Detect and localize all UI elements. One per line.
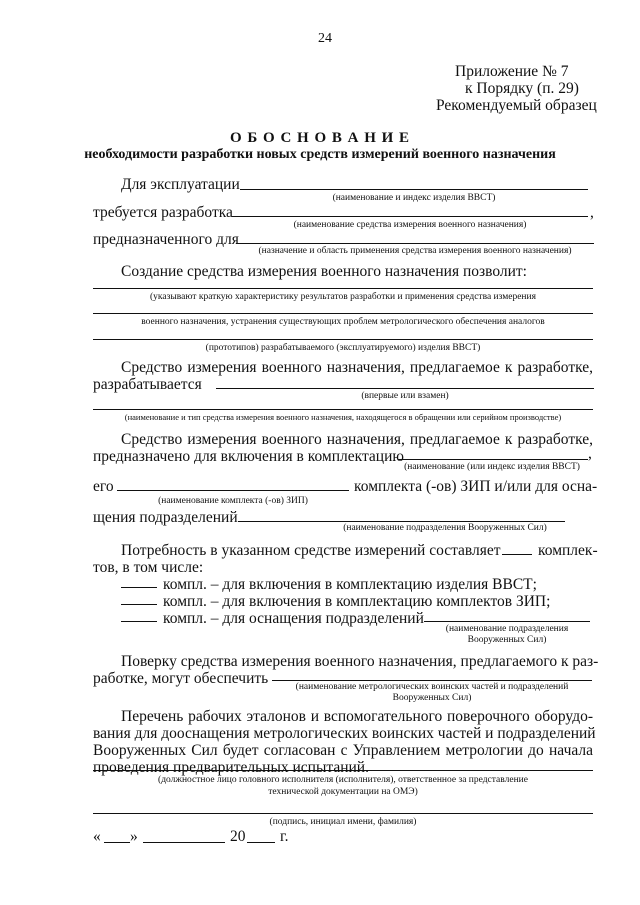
verify-hint-2: Вооруженных Сил) [392, 693, 472, 703]
verify-hint-1: (наименование метрологических воинских частей и подразделений [295, 682, 569, 692]
results-field-2[interactable] [93, 313, 593, 314]
kit-hint: (наименование комплекта (-ов) ЗИП) [158, 496, 308, 506]
intended-text-2: предназначено для включения в комплектацию [93, 448, 404, 465]
date-close-quote: » [130, 828, 138, 845]
signature-field[interactable] [93, 813, 593, 814]
product-index-hint: (наименование (или индекс изделия ВВСТ) [404, 462, 580, 472]
item-3-unit-field[interactable] [424, 621, 590, 622]
list-text-4: проведения предварительных испытаний. [93, 759, 369, 776]
verify-text-1: Поверку средства измерения военного назначения, предлагаемого к раз- [121, 653, 599, 670]
list-text-3: Вооруженных Сил будет согласован с Управлением метрологии до начала [93, 742, 593, 759]
list-text-2: вания для дооснащения метрологических воинских частей и подразделений [93, 725, 596, 742]
product-hint: (наименование и индекс изделия ВВСТ) [332, 193, 496, 203]
item-2-count-field[interactable] [121, 604, 157, 605]
item-3-hint-2: Вооруженных Сил) [467, 635, 547, 645]
comma-mark-2: , [588, 445, 592, 462]
type-field[interactable] [93, 409, 593, 410]
intended-for-label: предназначенного для [93, 231, 239, 248]
purpose-field[interactable] [236, 243, 594, 244]
verify-field[interactable] [272, 680, 592, 681]
creation-text: Создание средства измерения военного назначения позволит: [121, 263, 527, 280]
item-1-text: компл. – для включения в комплектацию изделия ВВСТ; [163, 576, 537, 593]
page-number: 24 [318, 31, 332, 46]
units-hint: (наименование подразделения Вооруженных Сил) [343, 523, 547, 533]
day-field[interactable] [104, 842, 130, 843]
item-3-text: компл. – для оснащения подразделений [163, 610, 424, 627]
need-text-1a: Потребность в указанном средстве измерений составляет [121, 542, 501, 559]
means-field[interactable] [232, 216, 588, 217]
date-open-quote: « [93, 828, 101, 845]
item-1-count-field[interactable] [121, 587, 157, 588]
intended-text-1: Средство измерения военного назначения, предлагаемое к разработке, [121, 431, 593, 448]
item-3-hint-1: (наименование подразделения [445, 624, 569, 634]
appendix-number: Приложение № 7 [455, 63, 569, 80]
item-3-count-field[interactable] [121, 621, 157, 622]
comma-mark: , [590, 204, 594, 221]
proposed-text-1: Средство измерения военного назначения, предлагаемое к разработке, [121, 359, 593, 376]
official-hint-1: (должностное лицо головного исполнителя (исполнителя), ответственное за представление [158, 775, 528, 785]
kit-field[interactable] [117, 490, 349, 491]
results-field-3[interactable] [93, 339, 593, 340]
first-or-replace-field[interactable] [216, 388, 594, 389]
year-suffix: г. [280, 828, 289, 845]
item-2-text: компл. – для включения в комплектацию комплектов ЗИП; [163, 593, 551, 610]
signature-hint: (подпись, инициал имени, фамилия) [269, 817, 417, 827]
document-title: О Б О С Н О В А Н И Е [229, 130, 411, 146]
document-subtitle: необходимости разработки новых средств измерений военного назначения [84, 147, 556, 162]
required-dev-label: требуется разработка [93, 204, 233, 221]
proposed-text-2: разрабатывается [93, 376, 202, 393]
official-field[interactable] [93, 770, 593, 771]
year-prefix: 20 [230, 828, 246, 845]
kit-text: комплекта (-ов) ЗИП и/или для осна- [354, 478, 598, 495]
purpose-hint: (назначение и область применения средства измерения военного назначения) [258, 246, 572, 256]
need-text-2: тов, в том числе: [93, 559, 204, 576]
need-count-field[interactable] [502, 554, 532, 555]
list-text-1: Перечень рабочих эталонов и вспомогательного поверочного оборудо- [121, 708, 593, 725]
product-field[interactable] [240, 189, 588, 190]
results-field-1[interactable] [93, 288, 593, 289]
its-label: его [93, 478, 114, 495]
means-hint: (наименование средства измерения военного назначения) [293, 220, 527, 230]
official-hint-2: технической документации на ОМЭ) [268, 787, 418, 797]
year-field[interactable] [247, 842, 275, 843]
units-field[interactable] [238, 521, 565, 522]
appendix-sample-note: Рекомендуемый образец [436, 97, 597, 114]
verify-text-2: работке, могут обеспечить [93, 670, 269, 687]
need-text-1b: комплек- [538, 542, 598, 559]
appendix-reference: к Порядку (п. 29) [465, 80, 579, 97]
first-or-replace-hint: (впервые или взамен) [361, 391, 449, 401]
month-field[interactable] [143, 842, 225, 843]
units-label: щения подразделений [93, 509, 238, 526]
type-hint: (наименование и тип средства измерения военного назначения, находящегося в обращении или серийном производстве) [124, 412, 562, 422]
results-hint-1: (указывают краткую характеристику результатов разработки и применения средства измерения [150, 292, 536, 302]
results-hint-3: (прототипов) разрабатываемого (эксплуатируемого) изделия ВВСТ) [205, 343, 481, 353]
for-use-label: Для эксплуатации [121, 176, 240, 193]
results-hint-2: военного назначения, устранения существующих проблем метрологического обеспечения аналогов [141, 317, 545, 327]
product-index-field[interactable] [398, 459, 588, 460]
